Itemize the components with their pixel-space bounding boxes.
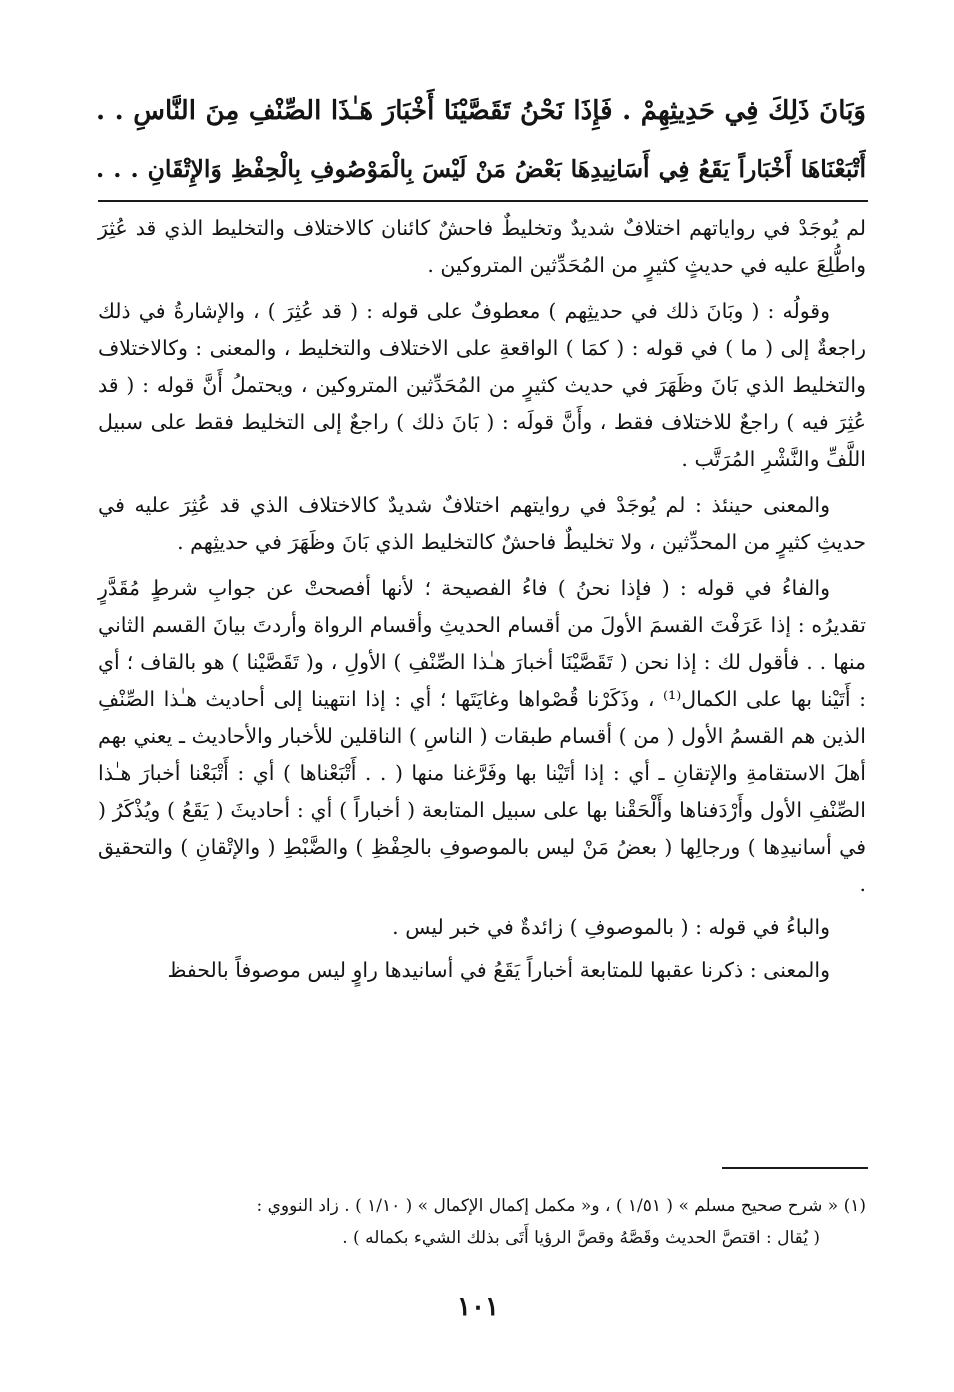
commentary-paragraph-2: وقولُه : ( وبَانَ ذلك في حديثِهم ) معطوفٌ على قوله : ( قد عُثِرَ ) ، والإشارةُ في ذلك راجعةٌ إلى ( ما ) في قوله : ( كمَا ) الواقعةِ على الاختلاف والتخليط ، والمعنى : وكالاختلاف والتخليط الذي بَانَ وظَهَرَ في حديث كثيرٍ من المُحَدِّثين المتروكين ، ويحتملُ أَنَّ قوله : ( قد عُثِرَ فيه ) راجعٌ للاختلاف فقط ، وأَنَّ قولَه : ( بَانَ ذلك ) راجعٌ إلى التخليط فقط على سبيل اللَّفِّ والنَّشْرِ المُرَتَّب . [98, 299, 866, 471]
commentary-text [98, 210, 866, 989]
page-number: ١٠١ [457, 1292, 499, 1322]
footnote-line-1: (١) « شرح صحيح مسلم » ( ١/٥١ ) ، و« مكمل إكمال الإكمال » ( ١/١٠ ) . زاد النووي : [256, 1196, 866, 1216]
matn-text [96, 82, 866, 198]
commentary-paragraph-4: والفاءُ في قوله : ( فإذا نحنُ ) فاءُ الفصيحة ؛ لأنها أفصحتْ عن جوابِ شرطٍ مُقَدَّرٍ تقديرُه : إذا عَرَفْتَ القسمَ الأولَ من أقسام الحديثِ وأقسام الرواة وأردتَ بيانَ القسم الثاني منها . . فأقول لك : إذا نحن ( تَقَصَّيْنَا أخبارَ هـٰذا الصِّنْفِ ) الأولِ ، و( تَقَصَّيْنا ) هو بالقاف ؛ أي : أَتَيْنا بها على الكمال⁽¹⁾ ، وذَكَرْنا قُصْواها وغايَتَها ؛ أي : إذا انتهينا إلى أحاديث هـٰذا الصِّنْفِ الذين هم القسمُ الأول ( من ) أقسام طبقات ( الناسِ ) الناقلين للأخبار والأحاديث ـ يعني بهم أهلَ الاستقامةِ والإتقانِ ـ أي : إذا أتَيْنا بها وفَرَّغنا منها ( . . أَتْبَعْناها ) أي : أَتْبَعْنا أخبارَ هـٰذا الصِّنْفِ الأول وأَرْدَفناها وأَلْحَقْنا بها على سبيل المتابعة ( أخباراً ) أي : أحاديثَ ( يَقَعُ ) ويُذْكَرُ ( في أسانيدِها ) ورجالِها ( بعضُ مَنْ ليس بالموصوفِ بالحِفْظِ ) والضَّبْطِ ( والإتْقانِ ) والتحقيق . [98, 576, 866, 896]
commentary-paragraph-6: والمعنى : ذكرنا عقبها للمتابعة أخباراً يَقَعُ في أسانيدها راوٍ ليس موصوفاً بالحفظ [167, 958, 830, 982]
footnote-line-2: ( يُقال : اقتصَّ الحديث وقَصَّهُ وقصَّ الرؤيا أَتَى بذلك الشيء بكماله ) . [342, 1228, 820, 1248]
footnote [96, 1190, 866, 1254]
footnote-separator-rule [722, 1167, 868, 1169]
matn-separator-rule [98, 200, 868, 202]
commentary-paragraph-5: والباءُ في قوله : ( بالموصوفِ ) زائدةٌ في خبر ليس . [392, 915, 830, 939]
matn-line-2: أَتْبَعْنَاهَا أَخْبَاراً يَقَعُ فِي أَسَانِيدِهَا بَعْضُ مَنْ لَيْسَ بِالْمَوْصُوفِ بِالْحِفْظِ وَالإِتْقَانِ . . . [96, 155, 866, 183]
commentary-paragraph-3: والمعنى حينئذ : لم يُوجَدْ في روايتهم اختلافٌ شديدٌ كالاختلاف الذي قد عُثِرَ عليه في حديثِ كثيرٍ من المحدِّثين ، ولا تخليطٌ فاحشٌ كالتخليط الذي بَانَ وظَهَرَ في حديثِهم . [98, 493, 866, 554]
commentary-paragraph-1: لم يُوجَدْ في رواياتهم اختلافٌ شديدٌ وتخليطٌ فاحشٌ كائنان كالاختلاف والتخليط الذي قد عُثِرَ واطُّلِعَ عليه في حديثٍ كثيرٍ من المُحَدِّثين المتروكين . [98, 216, 866, 277]
matn-line-1: وَبَانَ ذَلِكَ فِي حَدِيثِهِمْ . فَإِذَا نَحْنُ تَقَصَّيْنَا أَخْبَارَ هَـٰذَا الصِّنْفِ مِنَ النَّاسِ . . [96, 96, 866, 126]
